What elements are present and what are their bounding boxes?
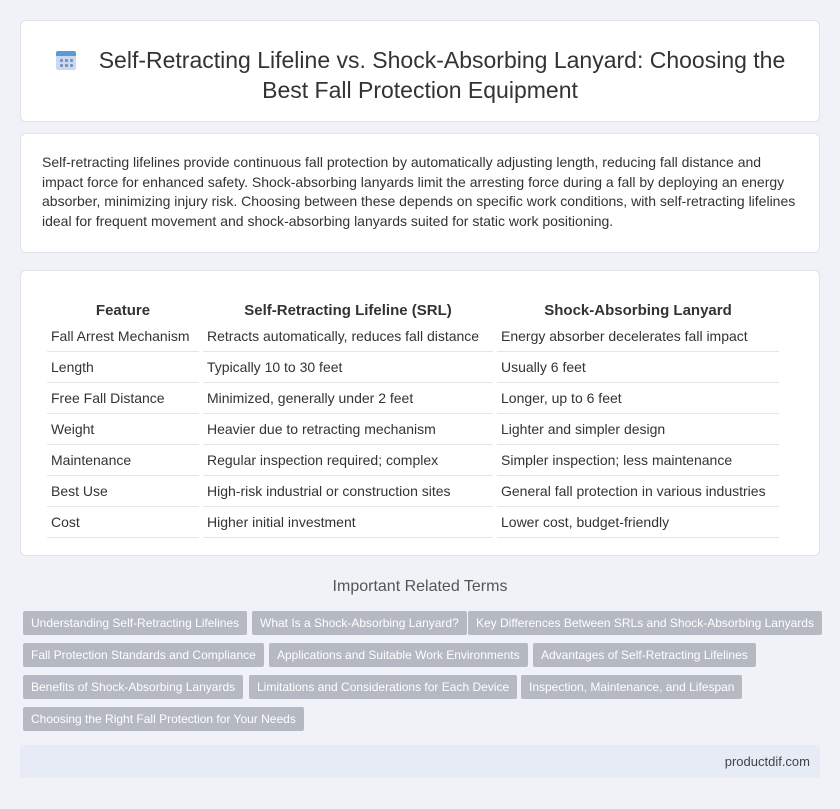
cell-srl: Heavier due to retracting mechanism xyxy=(203,414,493,445)
cell-lanyard: Simpler inspection; less maintenance xyxy=(497,445,779,476)
cell-feature: Cost xyxy=(47,507,199,538)
intro-card xyxy=(20,133,820,253)
table-row xyxy=(47,476,779,507)
cell-srl: Typically 10 to 30 feet xyxy=(203,352,493,383)
calendar-icon xyxy=(55,49,77,71)
table-row xyxy=(47,383,779,414)
cell-srl: Retracts automatically, reduces fall distance xyxy=(203,321,493,352)
cell-feature: Fall Arrest Mechanism xyxy=(47,321,199,352)
header-srl: Self-Retracting Lifeline (SRL) xyxy=(244,301,452,319)
intro-paragraph: Self-retracting lifelines provide continuous fall protection by automatically adjusting length, reducing fall distance and impact force for enhanced safety. Shock-absorbing lanyards limit the arresting force during a fall by deploying an energy absorber, minimizing injury risk. Choosing between these depends on specific work conditions, with self-retracting lifelines ideal for frequent movement and shock-absorbing lanyards suited for static work positioning. xyxy=(42,154,796,229)
table-row xyxy=(47,507,779,538)
header-lanyard: Shock-Absorbing Lanyard xyxy=(544,301,732,319)
table-header-row xyxy=(47,295,779,321)
footer xyxy=(20,745,820,778)
cell-srl: Higher initial investment xyxy=(203,507,493,538)
comparison-card xyxy=(20,270,820,556)
cell-lanyard: Energy absorber decelerates fall impact xyxy=(497,321,779,352)
table-row xyxy=(47,445,779,476)
cell-feature: Length xyxy=(47,352,199,383)
cell-srl: Minimized, generally under 2 feet xyxy=(203,383,493,414)
cell-feature: Maintenance xyxy=(47,445,199,476)
cell-srl: Regular inspection required; complex xyxy=(203,445,493,476)
tag-applications[interactable]: Applications and Suitable Work Environments xyxy=(269,643,528,667)
tag-key-differences[interactable]: Key Differences Between SRLs and Shock-Absorbing Lanyards xyxy=(468,611,822,635)
table-row xyxy=(47,414,779,445)
cell-lanyard: Longer, up to 6 feet xyxy=(497,383,779,414)
tag-inspection-maintenance[interactable]: Inspection, Maintenance, and Lifespan xyxy=(521,675,742,699)
cell-lanyard: Usually 6 feet xyxy=(497,352,779,383)
tag-benefits-lanyards[interactable]: Benefits of Shock-Absorbing Lanyards xyxy=(23,675,243,699)
cell-lanyard: Lower cost, budget-friendly xyxy=(497,507,779,538)
cell-feature: Best Use xyxy=(47,476,199,507)
cell-srl: High-risk industrial or construction sites xyxy=(203,476,493,507)
table-row xyxy=(47,321,779,352)
header-feature: Feature xyxy=(95,301,151,319)
tag-understanding-srl[interactable]: Understanding Self-Retracting Lifelines xyxy=(23,611,247,635)
page-title: Self-Retracting Lifeline vs. Shock-Absorbing Lanyard: Choosing the Best Fall Protection Equipment xyxy=(98,47,786,103)
tag-choosing-right[interactable]: Choosing the Right Fall Protection for Your Needs xyxy=(23,707,304,731)
related-terms-title: Important Related Terms xyxy=(332,578,508,595)
tag-advantages-srl[interactable]: Advantages of Self-Retracting Lifelines xyxy=(533,643,756,667)
page-title-container xyxy=(41,45,799,105)
tag-standards-compliance[interactable]: Fall Protection Standards and Compliance xyxy=(23,643,264,667)
table-row xyxy=(47,352,779,383)
cell-feature: Free Fall Distance xyxy=(47,383,199,414)
footer-site[interactable]: productdif.com xyxy=(724,754,810,769)
cell-lanyard: Lighter and simpler design xyxy=(497,414,779,445)
tag-limitations[interactable]: Limitations and Considerations for Each Device xyxy=(249,675,517,699)
tag-what-is-lanyard[interactable]: What Is a Shock-Absorbing Lanyard? xyxy=(252,611,467,635)
comparison-table xyxy=(43,295,783,538)
cell-feature: Weight xyxy=(47,414,199,445)
cell-lanyard: General fall protection in various industries xyxy=(497,476,779,507)
header-card xyxy=(20,20,820,122)
